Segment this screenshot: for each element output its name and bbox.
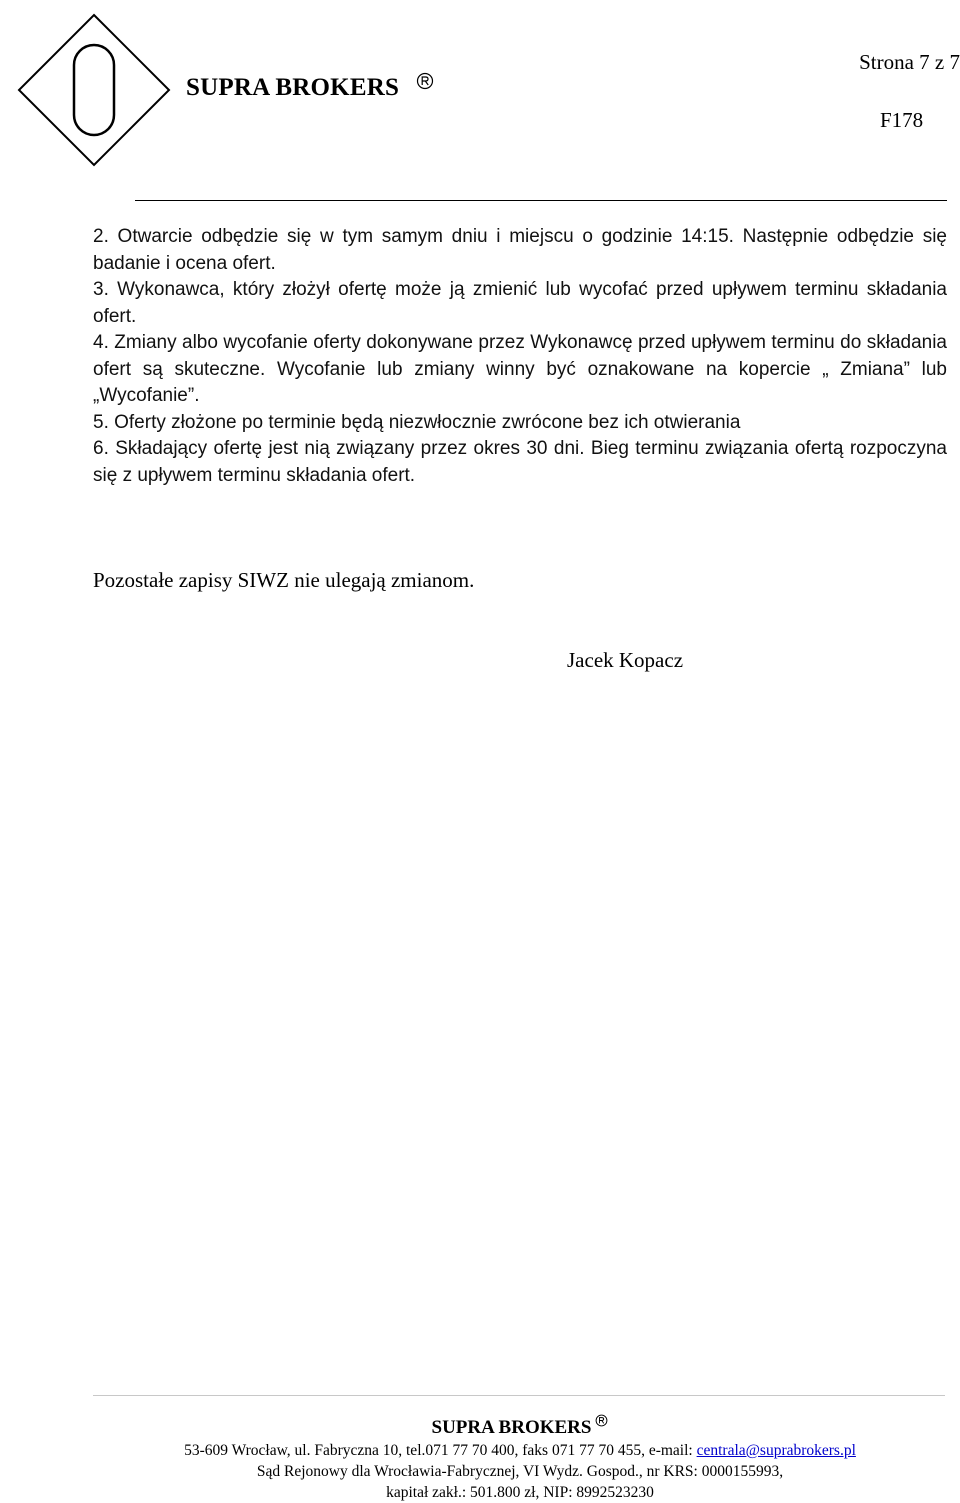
closing-statement: Pozostałe zapisy SIWZ nie ulegają zmianom. [93,568,475,592]
company-logo [14,10,174,170]
list-item: 3. Wykonawca, który złożył ofertę może ją zmienić lub wycofać przed upływem terminu składania ofert. [93,279,947,327]
list-item: 5. Oferty złożone po terminie będą niezwłocznie zwrócone bez ich otwierania [93,411,741,433]
header-divider [135,200,947,201]
list-item: 2. Otwarcie odbędzie się w tym samym dniu i miejscu o godzinie 14:15. Następnie odbędzie się badanie i ocena ofert. [93,226,947,274]
header-brand: SUPRA BROKERS [186,74,400,101]
footer-brand [0,1414,960,1440]
footer-address-text: 53-609 Wrocław, ul. Fabryczna 10, tel.071 77 70 400, faks 071 77 70 455, e-mail: [184,1442,697,1459]
document-code: F178 [880,108,924,132]
signature-name: Jacek Kopacz [567,648,684,672]
document-body [93,224,947,489]
footer-email-link[interactable]: centrala@suprabrokers.pl [696,1442,856,1459]
footer-address [0,1440,960,1461]
registered-mark-icon [595,1414,608,1427]
list-item: 6. Składający ofertę jest nią związany przez okres 30 dni. Bieg terminu związania ofertą rozpoczyna się z upływem terminu składania ofert. [93,438,947,486]
page-number-text: Strona 7 z 7 [859,50,960,74]
footer-capital: kapitał zakł.: 501.800 zł, NIP: 8992523230 [386,1484,654,1501]
footer-divider [93,1395,945,1396]
page-number [0,50,960,75]
list-item: 4. Zmiany albo wycofanie oferty dokonywane przez Wykonawcę przed upływem terminu do składania ofert są skuteczne. Wycofanie lub zmiany winny być oznakowane na kopercie „ Zmiana” lub „Wycofanie”. [93,332,947,406]
footer-brand-text: SUPRA BROKERS [431,1417,592,1438]
footer-court: Sąd Rejonowy dla Wrocławia-Fabrycznej, VI Wydz. Gospod., nr KRS: 0000155993, [256,1463,784,1480]
page-footer [0,1414,960,1503]
